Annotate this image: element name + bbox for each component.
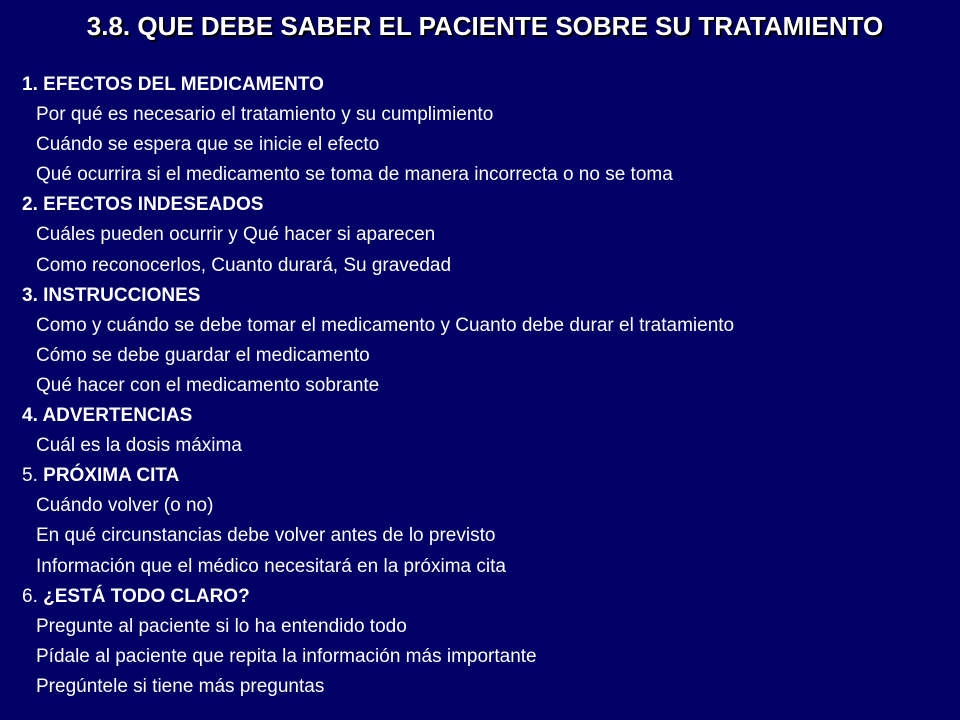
- list-item: Pregúntele si tiene más preguntas: [36, 675, 325, 697]
- list-item: Cómo se debe guardar el medicamento: [36, 344, 370, 366]
- list-item: Cuándo volver (o no): [36, 495, 214, 517]
- section-heading: [22, 70, 942, 100]
- section-title: ¿ESTÁ TODO CLARO?: [43, 585, 250, 607]
- section-heading: [22, 190, 942, 220]
- section-number: 2.: [22, 194, 38, 216]
- section-number: 5.: [22, 465, 38, 487]
- section-heading: [22, 582, 942, 612]
- section-heading: [22, 401, 942, 431]
- section-title: EFECTOS DEL MEDICAMENTO: [43, 74, 324, 95]
- section-number: 3.: [22, 284, 38, 306]
- section-title: ADVERTENCIAS: [42, 405, 193, 427]
- section-title: EFECTOS INDESEADOS: [43, 194, 264, 216]
- list-item: Por qué es necesario el tratamiento y su cumplimiento: [36, 104, 494, 126]
- list-item: En qué circunstancias debe volver antes de lo previsto: [36, 525, 496, 547]
- section-title: INSTRUCCIONES: [43, 284, 201, 306]
- list-item: Pregunte al paciente si lo ha entendido todo: [36, 615, 407, 637]
- section-title: PRÓXIMA CITA: [43, 465, 180, 487]
- slide-title: 3.8. QUE DEBE SABER EL PACIENTE SOBRE SU TRATAMIENTO: [86, 11, 884, 41]
- section-number: 6.: [22, 585, 38, 607]
- section-number: 1.: [22, 74, 38, 95]
- list-item: Cuáles pueden ocurrir y Qué hacer si aparecen: [36, 224, 436, 246]
- list-item: Cuándo se espera que se inicie el efecto: [36, 134, 380, 156]
- section-heading: [22, 281, 942, 311]
- list-item: Información que el médico necesitará en la próxima cita: [36, 555, 506, 577]
- slide-content: [22, 70, 942, 702]
- list-item: Qué hacer con el medicamento sobrante: [36, 374, 380, 396]
- list-item: Como y cuándo se debe tomar el medicamento y Cuanto debe durar el tratamiento: [36, 314, 735, 336]
- section-number: 4.: [22, 405, 38, 427]
- list-item: Cuál es la dosis máxima: [36, 435, 242, 457]
- section-heading: [22, 461, 942, 491]
- list-item: Pídale al paciente que repita la información más importante: [36, 645, 537, 667]
- list-item: Como reconocerlos, Cuanto durará, Su gravedad: [36, 254, 452, 276]
- list-item: Qué ocurrira si el medicamento se toma de manera incorrecta o no se toma: [36, 164, 673, 186]
